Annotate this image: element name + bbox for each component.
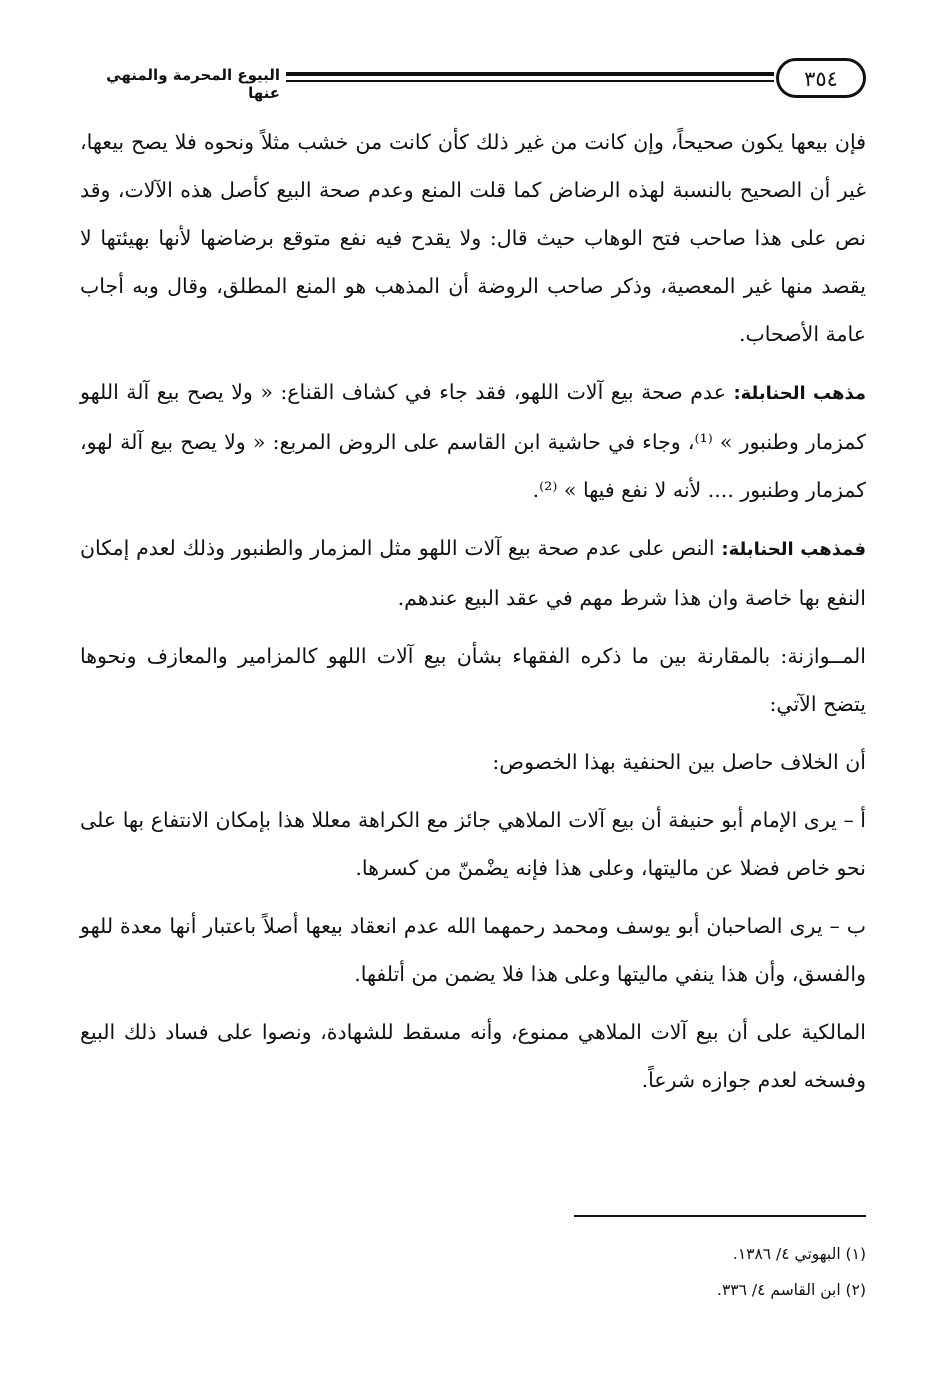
footnote-2: (٢) ابن القاسم ٤/ ٣٣٦. xyxy=(717,1281,866,1299)
footnote-separator xyxy=(574,1215,866,1217)
paragraph-4-label: المــوازنة: xyxy=(780,644,866,668)
paragraph-4 xyxy=(80,632,866,728)
paragraph-3-text: النص على عدم صحة بيع آلات اللهو مثل المزمار والطنبور وذلك لعدم إمكان النفع بها خاصة وان هذا شرط مهم في عقد البيع عندهم. xyxy=(80,536,866,610)
paragraph-5: أن الخلاف حاصل بين الحنفية بهذا الخصوص: xyxy=(492,750,866,774)
paragraph-2-text: عدم صحة بيع آلات اللهو، فقد جاء في كشاف القناع: « ولا يصح بيع آلة اللهو كمزمار وطنبور » ⁽¹⁾، وجاء في حاشية ابن القاسم على الروض المربع: « ولا يصح بيع آلة لهو، كمزمار وطنبور .... لأنه لا نفع فيها » ⁽²⁾. xyxy=(80,380,866,502)
footnotes xyxy=(80,1236,866,1308)
paragraph-3-label: فمذهب الحنابلة: xyxy=(721,539,867,560)
header-rule-thin xyxy=(286,80,774,82)
paragraph-4-text: بالمقارنة بين ما ذكره الفقهاء بشأن بيع آلات اللهو كالمزامير والمعازف ونحوها يتضح الآتي: xyxy=(80,644,866,716)
paragraph-3 xyxy=(80,524,866,622)
footnote-1: (١) البهوتي ٤/ ١٣٨٦. xyxy=(732,1245,866,1263)
running-title: البيوع المحرمة والمنهي عنها xyxy=(106,66,280,102)
header-rule xyxy=(286,72,774,84)
paragraph-8: المالكية على أن بيع آلات الملاهي ممنوع، وأنه مسقط للشهادة، ونصوا على فساد ذلك البيع وفسخه لعدم جوازه شرعاً. xyxy=(80,1020,866,1092)
paragraph-1: فإن بيعها يكون صحيحاً، وإن كانت من غير ذلك كأن كانت من خشب مثلاً ونحوه فلا يصح بيعها، غير أن الصحيح بالنسبة لهذه الرضاض كما قلت المنع وعدم صحة البيع كأصل هذه الآلات، وقد نص على هذا صاحب فتح الوهاب حيث قال: ولا يقدح فيه نفع متوقع برضاضها لأنها بهيئتها لا يقصد منها غير المعصية، وذكر صاحب الروضة أن المذهب هو المنع المطلق، وقال وبه أجاب عامة الأصحاب. xyxy=(80,130,866,346)
body-text xyxy=(80,118,866,1114)
paragraph-2 xyxy=(80,368,866,514)
page-number: ٣٥٤ xyxy=(776,58,866,98)
paragraph-7: ب – يرى الصاحبان أبو يوسف ومحمد رحمهما الله عدم انعقاد بيعها أصلاً باعتبار أنها معدة للهو والفسق، وأن هذا ينفي ماليتها وعلى هذا فلا يضمن من أتلفها. xyxy=(80,914,866,986)
paragraph-6: أ – يرى الإمام أبو حنيفة أن بيع آلات الملاهي جائز مع الكراهة معللا هذا بإمكان الانتفاع بها على نحو خاص فضلا عن ماليتها، وعلى هذا فإنه يضْمنّ من كسرها. xyxy=(80,808,866,880)
header-rule-thick xyxy=(286,72,774,76)
page-header xyxy=(80,58,866,100)
paragraph-2-label: مذهب الحنابلة: xyxy=(733,383,866,404)
